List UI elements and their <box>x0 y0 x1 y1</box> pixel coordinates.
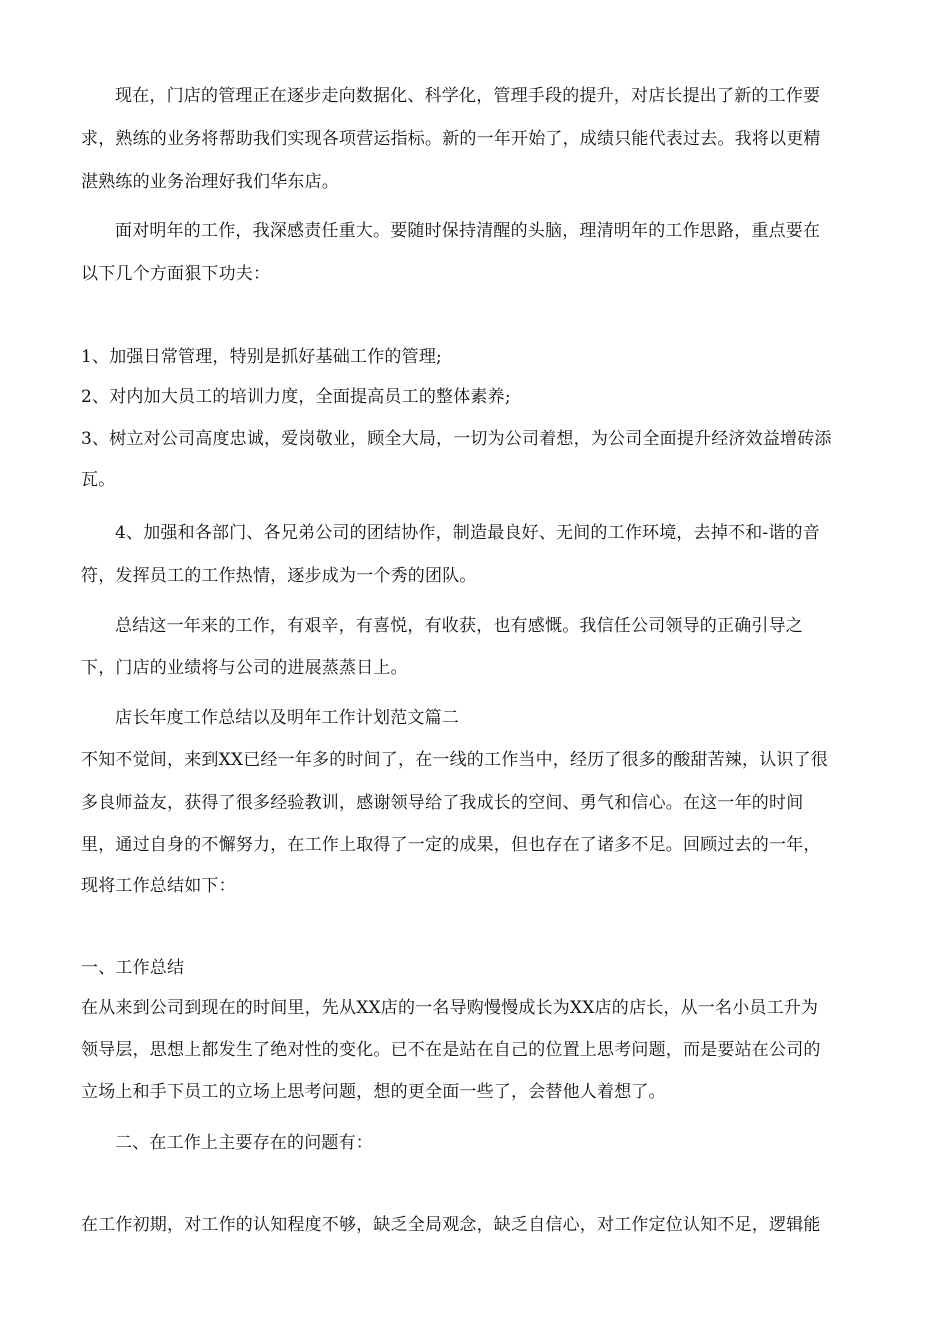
list-item: 1、加强日常管理，特别是抓好基础工作的管理; <box>81 347 442 367</box>
paragraph-line: 面对明年的工作，我深感责任重大。要随时保持清醒的头脑，理清明年的工作思路，重点要在 <box>115 221 821 241</box>
list-item: 4、加强和各部门、各兄弟公司的团结协作，制造最良好、无间的工作环境，去掉不和-谐的音 <box>115 523 820 543</box>
paragraph-line: 在工作初期，对工作的认知程度不够，缺乏全局观念，缺乏自信心，对工作定位认知不足，逻辑能 <box>81 1215 821 1235</box>
section-heading: 一、工作总结 <box>81 958 185 978</box>
paragraph-line: 总结这一年来的工作，有艰辛，有喜悦，有收获，也有感慨。我信任公司领导的正确引导之 <box>115 616 803 636</box>
paragraph-line: 以下几个方面狠下功夫： <box>81 264 271 284</box>
paragraph-line: 不知不觉间，来到XX已经一年多的时间了，在一线的工作当中，经历了很多的酸甜苦辣，认识了很 <box>81 750 829 770</box>
paragraph-line: 在从来到公司到现在的时间里，先从XX店的一名导购慢慢成长为XX店的店长，从一名小员工升为 <box>81 998 819 1018</box>
section-title: 店长年度工作总结以及明年工作计划范文篇二 <box>115 708 459 728</box>
paragraph-line: 多良师益友，获得了很多经验教训，感谢领导给了我成长的空间、勇气和信心。在这一年的时间 <box>81 793 804 813</box>
paragraph-line: 里，通过自身的不懈努力，在工作上取得了一定的成果，但也存在了诸多不足。回顾过去的一年， <box>81 835 821 855</box>
paragraph-line: 现在，门店的管理正在逐步走向数据化、科学化，管理手段的提升，对店长提出了新的工作要 <box>115 86 821 106</box>
paragraph-line: 现将工作总结如下： <box>81 876 236 896</box>
paragraph-line: 湛熟练的业务治理好我们华东店。 <box>81 172 339 192</box>
paragraph-line: 求，熟练的业务将帮助我们实现各项营运指标。新的一年开始了，成绩只能代表过去。我将以更精 <box>81 129 821 149</box>
list-item: 符，发挥员工的工作热情，逐步成为一个秀的团队。 <box>81 566 477 586</box>
list-item: 3、树立对公司高度忠诚，爱岗敬业，顾全大局，一切为公司着想，为公司全面提升经济效益增砖添 <box>81 429 832 449</box>
paragraph-line: 立场上和手下员工的立场上思考问题，想的更全面一些了，会替他人着想了。 <box>81 1082 666 1102</box>
list-item: 2、对内加大员工的培训力度，全面提高员工的整体素养; <box>81 387 511 407</box>
paragraph-line: 下，门店的业绩将与公司的进展蒸蒸日上。 <box>81 658 408 678</box>
section-heading: 二、在工作上主要存在的问题有： <box>115 1133 373 1153</box>
list-item: 瓦。 <box>81 470 116 490</box>
paragraph-line: 领导层，思想上都发生了绝对性的变化。已不在是站在自己的位置上思考问题，而是要站在公司的 <box>81 1040 821 1060</box>
